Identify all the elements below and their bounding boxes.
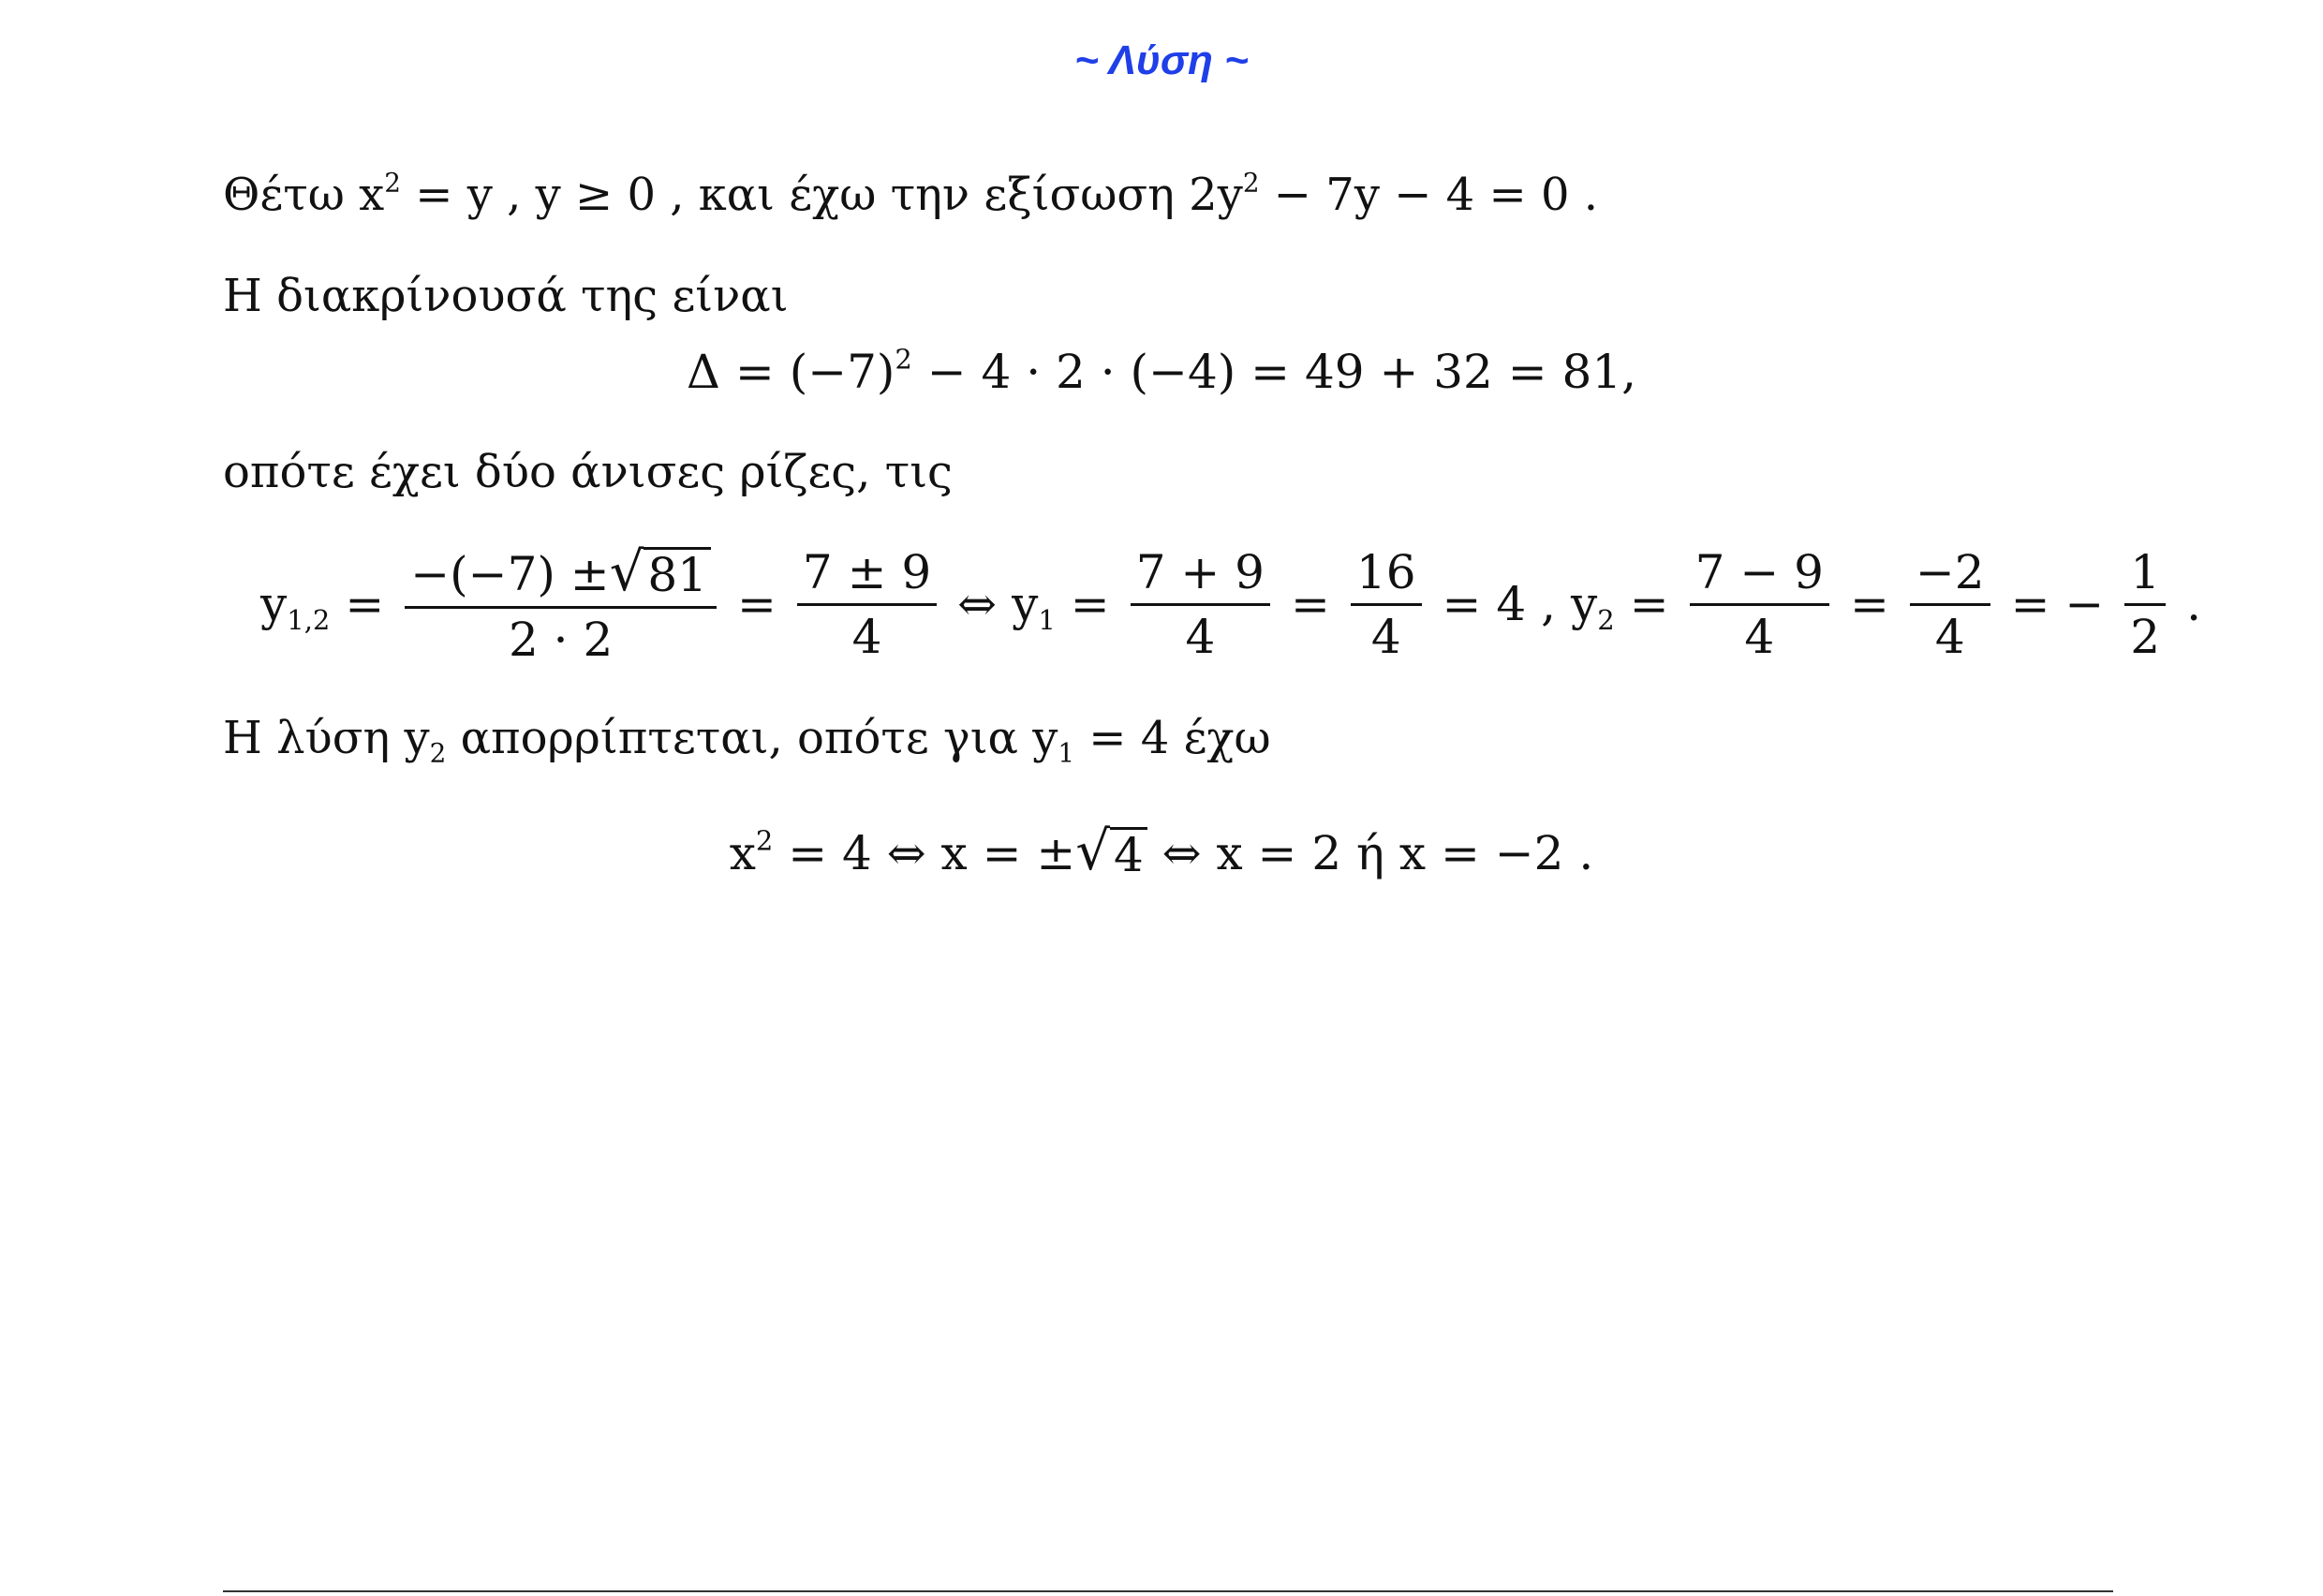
roots-intro: οπότε έχει δύο άνισες ρίζες, τις [223,446,953,498]
square-root: √ 4 [1075,824,1147,879]
discriminant-intro: Η διακρίνουσά της είναι [223,270,789,322]
fraction-one-half: $\frac{1}{2}$ [2124,549,2166,660]
discriminant-equation: $\Delta = (-7)^2 - 4 \cdot 2 \cdot (-4) = 49 + 32 = 81$, [686,343,1637,399]
solution-title: ~ Λύση ~ [1074,37,1249,83]
final-equation: $x^2 = 4$ ⇔ x = ± √ 4 ⇔ x = 2 ή x = −2 . [729,820,1594,882]
substitution-line: Θέτω $x^2 = y$ , y ≥ 0 , και έχω την εξίσωση $2y^2 - 7y - 4 = 0$ . [223,167,1598,221]
roots-equation: $y_{1,2}$ = −(−7) ± √ 81 2 · 2 = $\frac{7 \pm 9}{4}$ ⇔ $y_1$ = $\frac{7 + 9}{4}$ = $\frac{16}{4}$ = 4 , $y_2$ = $\frac{7 - 9}{4}$ = $\frac{-2}{4}$ = − $\frac{1}{2}$ . [260,539,2201,668]
fraction-y1-value: $\frac{16}{4}$ [1351,549,1422,660]
fraction-y2-value: $\frac{-2}{4}$ [1910,549,1990,660]
fraction-y2: $\frac{7 - 9}{4}$ [1690,549,1829,660]
fraction-simplified: $\frac{7 \pm 9}{4}$ [797,549,937,660]
square-root: √ 81 [610,545,711,599]
fraction-quadratic-formula: −(−7) ± √ 81 2 · 2 [405,545,717,664]
bottom-divider [223,1590,2113,1592]
fraction-y1: $\frac{7 + 9}{4}$ [1131,549,1270,660]
rejection-line: Η λύση $y_2$ απορρίπτεται, οπότε για $y_1 = 4$ έχω [223,712,1271,769]
